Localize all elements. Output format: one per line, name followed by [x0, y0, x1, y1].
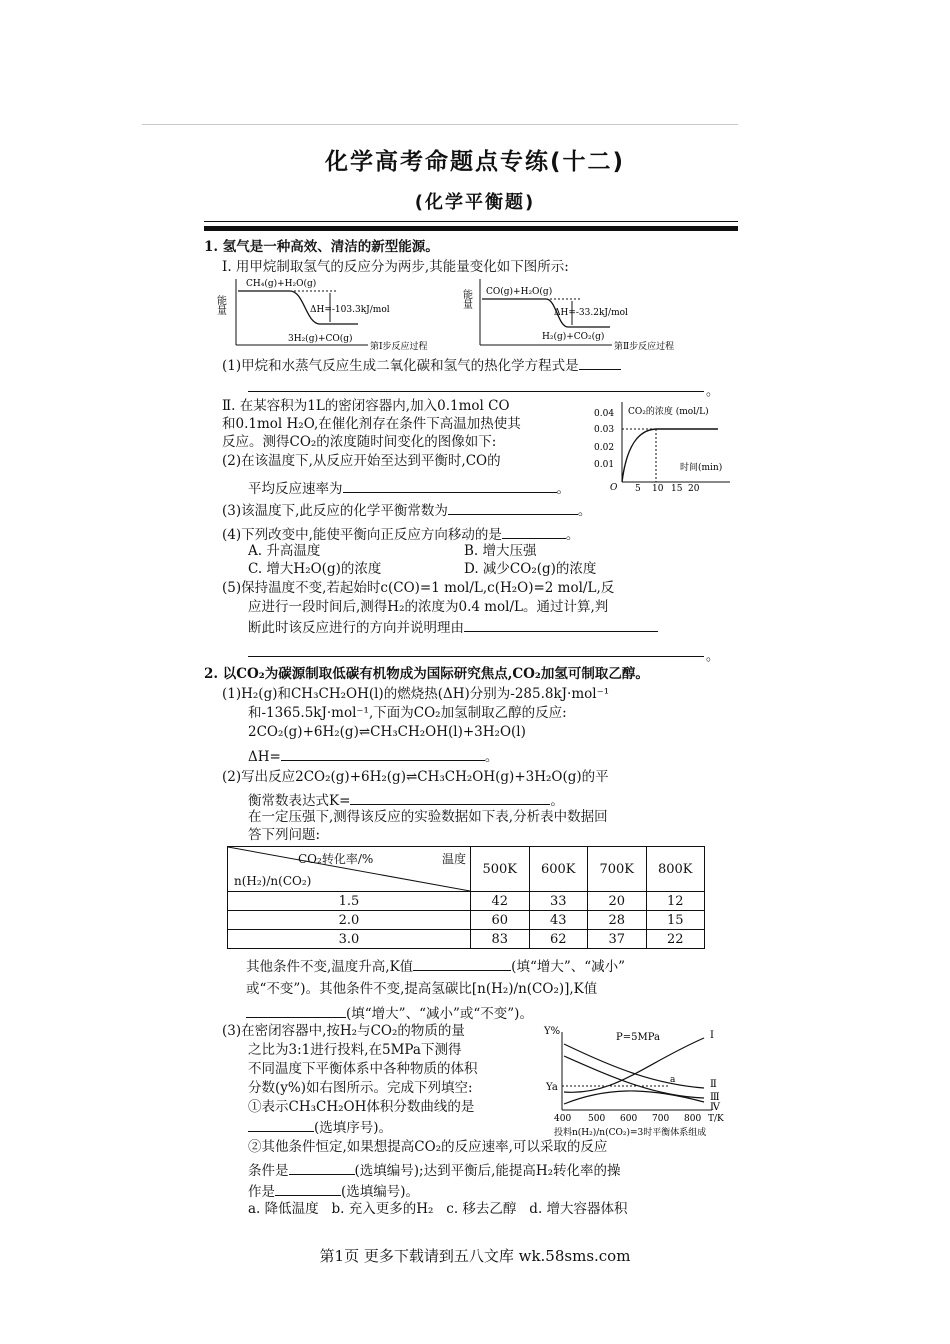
- table-cell: 12: [646, 892, 705, 911]
- q2-after-line3: [246, 1003, 533, 1023]
- q2-p2-line1: (2)写出反应2CO₂(g)+6H₂(g)⇌CH₃CH₂OH(g)+3H₂O(g)的平: [222, 769, 609, 785]
- q2-after-line1-tail: (填“增大”、“减小”: [511, 959, 626, 975]
- conc-chart-ylabel: CO₂的浓度 (mol/L): [628, 407, 709, 417]
- q1-option-c: C. 增大H₂O(g)的浓度: [248, 561, 382, 577]
- q2-p3-line4: 分数(y%)如右图所示。完成下列填空:: [248, 1080, 473, 1096]
- q2-p2-line4: 答下列问题:: [248, 827, 321, 843]
- fig-ytop: Y%: [544, 1026, 561, 1037]
- q2-p3-line9: [248, 1181, 419, 1201]
- table-header-temp: 800K: [646, 847, 705, 892]
- q1-sub5-line2: 应进行一段时间后,测得H₂的浓度为0.4 mol/L。通过计算,判: [248, 599, 609, 615]
- q2-p3-line9-text: 作是: [248, 1184, 275, 1200]
- conversion-table: [227, 846, 705, 949]
- q2-after-line1: [246, 956, 625, 976]
- q1-part2-line1: Ⅱ. 在某容积为1L的密闭容器内,加入0.1mol CO: [222, 398, 510, 414]
- header-rule-thick: [204, 226, 738, 231]
- table-row: [228, 911, 705, 930]
- q1-sub2-line2: 平均反应速率为 。: [248, 478, 570, 498]
- q2-p3-line8-text: 条件是: [248, 1163, 289, 1179]
- table-row: [228, 930, 705, 949]
- q1-sub5-line1: (5)保持温度不变,若起始时c(CO)=1 mol/L,c(H₂O)=2 mol/L,反: [222, 580, 615, 596]
- page-subtitle: (化学平衡题): [414, 192, 536, 213]
- curve-IV: [564, 1091, 704, 1104]
- q1-sub2-line1: (2)在该温度下,从反应开始至达到平衡时,CO的: [222, 453, 501, 469]
- diagram1-dh: ΔH=-103.3kJ/mol: [310, 305, 390, 315]
- q2-p3-line8-tail: (选填编号);达到平衡后,能提高H₂转化率的操: [354, 1163, 621, 1179]
- q1-sub2-line2-text: 平均反应速率为: [248, 481, 343, 497]
- table-cell: 22: [646, 930, 705, 949]
- answer-blank[interactable]: [579, 355, 621, 370]
- q1-sub3-text: (3)该温度下,此反应的化学平衡常数为: [222, 503, 448, 519]
- q2-p3-line3: 不同温度下平衡体系中各种物质的体积: [248, 1061, 478, 1077]
- energy-diagram-step1: [214, 275, 458, 355]
- fig-caption: 投料n(H₂)/n(CO₂)=3时平衡体系组成: [554, 1128, 707, 1138]
- table-header-temp: 500K: [471, 847, 530, 892]
- table-cell: 60: [471, 911, 530, 930]
- q1-part2-line3: 反应。测得CO₂的浓度随时间变化的图像如下:: [222, 434, 497, 450]
- q2-intro: 2. 以CO₂为碳源制取低碳有机物成为国际研究焦点,CO₂加氢可制取乙醇。: [204, 666, 649, 682]
- conc-curve: [622, 429, 718, 482]
- q2-p3-line8: [248, 1160, 621, 1180]
- top-rule: [142, 124, 738, 125]
- fig-xtick: 500: [588, 1114, 606, 1124]
- fig-label-III: Ⅲ: [710, 1092, 720, 1103]
- fig-label-IV: Ⅳ: [710, 1102, 720, 1113]
- answer-blank[interactable]: [464, 617, 658, 632]
- q2-p1-line1: (1)H₂(g)和CH₃CH₂OH(l)的燃烧热(ΔH)分别为-285.8kJ·mol⁻¹: [222, 686, 610, 702]
- q2-p3-line7: ②其他条件恒定,如果想提高CO₂的反应速率,可以采取的反应: [248, 1139, 608, 1155]
- q2-p3-line9-tail: (选填编号)。: [341, 1184, 420, 1200]
- diagram2-dh: ΔH=-33.2kJ/mol: [554, 308, 628, 318]
- q1-sub4-text: (4)下列改变中,能使平衡向正反应方向移动的是: [222, 527, 502, 543]
- conc-ytick: 0.02: [594, 443, 615, 453]
- corner-top-label: CO₂转化率/%: [298, 852, 374, 866]
- answer-blank[interactable]: [413, 956, 511, 971]
- corner-right-label: 温度: [441, 852, 466, 866]
- answer-line[interactable]: [248, 391, 704, 392]
- table-cell: 15: [646, 911, 705, 930]
- q1-sub1-text: (1)甲烷和水蒸气反应生成二氧化碳和氢气的热化学方程式是: [222, 358, 579, 374]
- q2-after-line2: 或“不变”)。其他条件不变,提高氢碳比[n(H₂)/n(CO₂)],K值: [246, 981, 598, 997]
- fig-xtick: 800: [684, 1114, 702, 1124]
- table-cell-ratio: 2.0: [228, 911, 471, 930]
- diagram2-product: H₂(g)+CO₂(g): [542, 332, 605, 342]
- diagram2-reactant: CO(g)+H₂O(g): [486, 287, 553, 297]
- diagram2-ylabel: 能量: [460, 289, 472, 309]
- q2-p2-line2: 衡常数表达式K= 。: [248, 790, 564, 810]
- conc-ytick: 0.01: [594, 460, 615, 470]
- q2-p1-dh-text: ΔH=: [248, 749, 281, 765]
- answer-blank[interactable]: [448, 500, 578, 515]
- diagram1-product: 3H₂(g)+CO(g): [288, 334, 353, 344]
- fig-pressure: P=5MPa: [616, 1032, 660, 1043]
- q2-p2-line2-text: 衡常数表达式K=: [248, 793, 351, 809]
- table-header-temp: 600K: [529, 847, 588, 892]
- q1-option-b: B. 增大压强: [464, 543, 537, 559]
- corner-bottom-label: n(H₂)/n(CO₂): [234, 874, 312, 888]
- fig-xtick: 400: [554, 1114, 572, 1124]
- co2-concentration-chart: [594, 400, 734, 496]
- answer-blank[interactable]: [246, 1003, 346, 1018]
- answer-blank[interactable]: [502, 524, 566, 539]
- q2-p3-line6: [248, 1117, 392, 1137]
- table-cell: 43: [529, 911, 588, 930]
- conc-xtick: 20: [688, 484, 700, 494]
- table-cell: 83: [471, 930, 530, 949]
- conc-xtick: 10: [652, 484, 664, 494]
- table-cell-ratio: 1.5: [228, 892, 471, 911]
- q1-part1-intro: Ⅰ. 用甲烷制取氢气的反应分为两步,其能量变化如下图所示:: [222, 259, 569, 275]
- q1-sub5-line3: [248, 617, 658, 637]
- diagram2-xlabel: 第Ⅱ步反应过程: [614, 342, 675, 352]
- fig-xunit: T/K: [708, 1114, 724, 1124]
- curve-II: [564, 1044, 704, 1088]
- conc-origin: O: [610, 483, 618, 493]
- q2-options: a. 降低温度 b. 充入更多的H₂ c. 移去乙醇 d. 增大容器体积: [248, 1201, 628, 1217]
- answer-blank[interactable]: [281, 746, 485, 761]
- q1-sub4: (4)下列改变中,能使平衡向正反应方向移动的是 。: [222, 524, 579, 544]
- answer-line[interactable]: [248, 656, 704, 657]
- q2-after-line1-text: 其他条件不变,温度升高,K值: [246, 959, 414, 975]
- conc-ytick: 0.03: [594, 425, 615, 435]
- q2-p1-line2: 和-1365.5kJ·mol⁻¹,下面为CO₂加氢制取乙醇的反应:: [248, 705, 567, 721]
- diagram1-xlabel: 第Ⅰ步反应过程: [370, 342, 428, 352]
- q2-p3-line5: ①表示CH₃CH₂OH体积分数曲线的是: [248, 1099, 475, 1115]
- table-header-temp: 700K: [588, 847, 647, 892]
- fig-xtick: 600: [620, 1114, 638, 1124]
- q2-p3-line6-text: (选填序号)。: [314, 1120, 393, 1136]
- answer-blank[interactable]: [289, 1160, 355, 1175]
- conc-xtick: 15: [671, 484, 683, 494]
- energy-diagram-step2: [462, 275, 712, 355]
- conc-ytick: 0.04: [594, 409, 615, 419]
- fig-label-I: Ⅰ: [710, 1030, 714, 1041]
- table-cell: 37: [588, 930, 647, 949]
- q1-sub1: [222, 355, 621, 375]
- table-cell: 42: [471, 892, 530, 911]
- q1-intro: 1. 氢气是一种高效、清洁的新型能源。: [204, 239, 439, 255]
- table-cell: 33: [529, 892, 588, 911]
- fig-ya: Ya: [546, 1082, 558, 1093]
- answer-blank[interactable]: [343, 478, 557, 493]
- answer-blank[interactable]: [275, 1181, 341, 1196]
- q1-sub3: (3)该温度下,此反应的化学平衡常数为 。: [222, 500, 591, 520]
- page-footer: 第1页 更多下载请到五八文库 wk.58sms.com: [319, 1247, 631, 1265]
- table-cell: 28: [588, 911, 647, 930]
- header-rule-thin: [204, 221, 738, 222]
- volume-fraction-chart: [544, 1024, 738, 1142]
- q1-option-a: A. 升高温度: [248, 543, 321, 559]
- page-title: 化学高考命题点专练(十二): [324, 149, 626, 175]
- q2-p3-line2: 之比为3:1进行投料,在5MPa下测得: [248, 1042, 462, 1058]
- fig-xtick: 700: [652, 1114, 670, 1124]
- q1-option-d: D. 减少CO₂(g)的浓度: [464, 561, 597, 577]
- q2-after-line3-text: (填“增大”、“减小”或“不变”)。: [346, 1006, 533, 1022]
- table-corner-cell: [228, 847, 471, 892]
- q2-p1-equation: 2CO₂(g)+6H₂(g)⇌CH₃CH₂OH(l)+3H₂O(l): [248, 724, 526, 740]
- conc-chart-xlabel: 时间(min): [680, 463, 723, 473]
- diagram1-reactant: CH₄(g)+H₂O(g): [246, 279, 317, 289]
- q2-p2-line3: 在一定压强下,测得该反应的实验数据如下表,分析表中数据回: [248, 809, 608, 825]
- table-cell-ratio: 3.0: [228, 930, 471, 949]
- table-cell: 62: [529, 930, 588, 949]
- table-cell: 20: [588, 892, 647, 911]
- q1-part2-line2: 和0.1mol H₂O,在催化剂存在条件下高温加热使其: [222, 416, 521, 432]
- diagram1-ylabel: 能量: [214, 295, 226, 315]
- q2-p1-dh: ΔH= 。: [248, 746, 498, 766]
- table-header-row: [228, 847, 705, 892]
- fig-point-a: a: [670, 1075, 676, 1085]
- answer-blank[interactable]: [248, 1117, 314, 1132]
- fig-label-II: Ⅱ: [710, 1079, 717, 1090]
- q2-p3-line1: (3)在密闭容器中,按H₂与CO₂的物质的量: [222, 1023, 465, 1039]
- answer-blank[interactable]: [350, 790, 550, 805]
- table-row: [228, 892, 705, 911]
- q1-sub5-line3-text: 断此时该反应进行的方向并说明理由: [248, 620, 464, 636]
- conc-xtick: 5: [635, 484, 641, 494]
